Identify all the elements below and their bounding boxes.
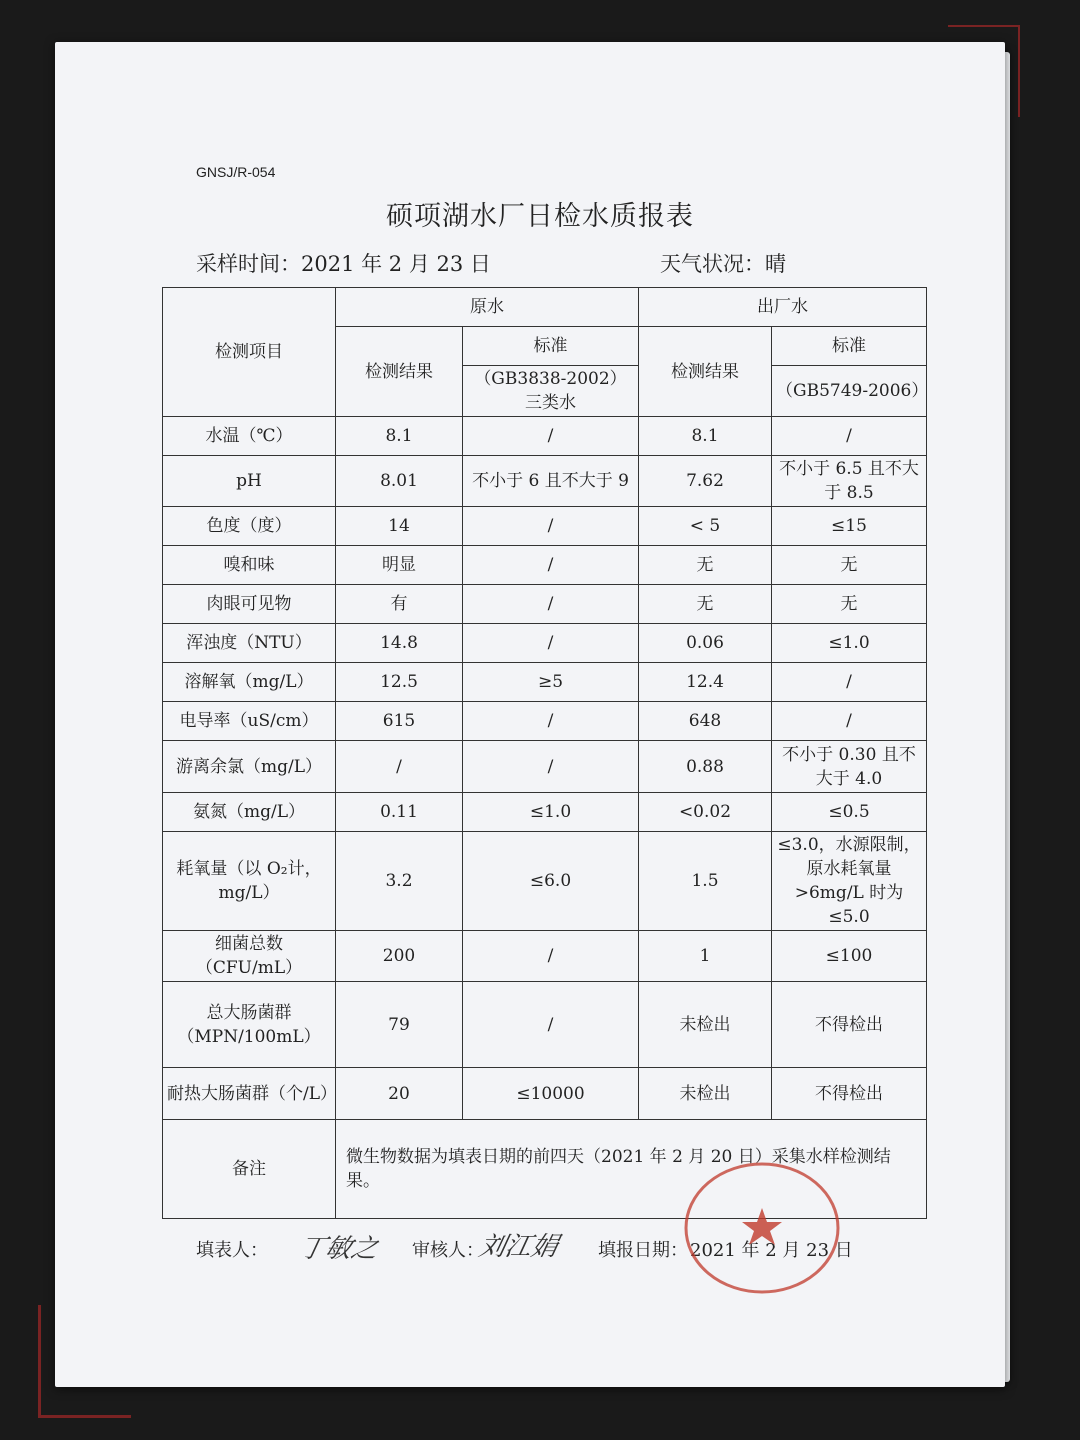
table-row [163, 417, 927, 456]
weather [660, 248, 786, 278]
cell-raw-standard: / [463, 741, 639, 793]
cell-treated-result: 无 [639, 585, 772, 624]
cell-treated-result: 0.88 [639, 741, 772, 793]
table-row [163, 456, 927, 507]
table-row [163, 832, 927, 931]
cell-item: 色度（度） [163, 507, 336, 546]
cell-treated-standard: ≤15 [772, 507, 927, 546]
cell-raw-result: 0.11 [336, 793, 463, 832]
date-label: 填报日期： [598, 1240, 688, 1261]
cell-treated-standard: / [772, 702, 927, 741]
header-item: 检测项目 [163, 288, 336, 417]
cell-treated-standard: 无 [772, 546, 927, 585]
cell-raw-result: 79 [336, 982, 463, 1068]
official-seal [682, 1160, 842, 1296]
table-row [163, 663, 927, 702]
header-treated-water: 出厂水 [639, 288, 927, 327]
cell-treated-result: 7.62 [639, 456, 772, 507]
sampling-time-value: 2021 年 2 月 23 日 [301, 252, 491, 276]
header-treated-standard: 标准 [772, 327, 927, 366]
weather-value: 晴 [765, 252, 786, 276]
filler-signature: 丁敏之 [296, 1234, 381, 1264]
table-row [163, 931, 927, 982]
cell-treated-standard: 不得检出 [772, 1068, 927, 1120]
cell-treated-result: 12.4 [639, 663, 772, 702]
water-quality-table [162, 287, 927, 1219]
cell-raw-standard: ≤1.0 [463, 793, 639, 832]
cell-treated-standard: 不小于 0.30 且不大于 4.0 [772, 741, 927, 793]
cell-treated-result: <0.02 [639, 793, 772, 832]
cell-raw-result: 3.2 [336, 832, 463, 931]
sampling-time-label: 采样时间： [196, 252, 301, 276]
header-treated-standard-ref: （GB5749-2006） [772, 366, 927, 417]
filler-label: 填表人： [196, 1240, 268, 1261]
cell-item: 细菌总数（CFU/mL） [163, 931, 336, 982]
table-row [163, 585, 927, 624]
cell-item: 嗅和味 [163, 546, 336, 585]
cell-treated-result: 未检出 [639, 982, 772, 1068]
table-row [163, 793, 927, 832]
table-row [163, 546, 927, 585]
cell-raw-result: 8.01 [336, 456, 463, 507]
cell-raw-result: 12.5 [336, 663, 463, 702]
cell-treated-result: 1.5 [639, 832, 772, 931]
header-raw-result: 检测结果 [336, 327, 463, 417]
cell-raw-result: 8.1 [336, 417, 463, 456]
cell-raw-standard: / [463, 585, 639, 624]
cell-raw-standard: / [463, 982, 639, 1068]
cell-raw-standard: ≤10000 [463, 1068, 639, 1120]
cell-item: 水温（℃） [163, 417, 336, 456]
cell-treated-result: 未检出 [639, 1068, 772, 1120]
cell-item: 耗氧量（以 O₂计，mg/L） [163, 832, 336, 931]
reviewer-signature: 刘江娟 [476, 1232, 561, 1262]
notes-label: 备注 [163, 1120, 336, 1219]
cell-raw-result: 明显 [336, 546, 463, 585]
cell-item: 肉眼可见物 [163, 585, 336, 624]
cell-treated-result: < 5 [639, 507, 772, 546]
cell-raw-standard: / [463, 624, 639, 663]
cell-raw-result: 200 [336, 931, 463, 982]
cell-treated-standard: ≤0.5 [772, 793, 927, 832]
table-row [163, 741, 927, 793]
cell-treated-standard: / [772, 663, 927, 702]
cell-treated-standard: / [772, 417, 927, 456]
cell-raw-standard: ≤6.0 [463, 832, 639, 931]
cell-item: 浑浊度（NTU） [163, 624, 336, 663]
cell-raw-standard: / [463, 546, 639, 585]
header-raw-standard: 标准 [463, 327, 639, 366]
cell-treated-result: 0.06 [639, 624, 772, 663]
cell-raw-standard: / [463, 507, 639, 546]
cell-treated-standard: ≤100 [772, 931, 927, 982]
table-row [163, 624, 927, 663]
cell-treated-standard: ≤3.0，水源限制，原水耗氧量>6mg/L 时为≤5.0 [772, 832, 927, 931]
table-row [163, 1068, 927, 1120]
cell-raw-standard: / [463, 702, 639, 741]
table-row [163, 702, 927, 741]
header-treated-result: 检测结果 [639, 327, 772, 417]
cell-raw-standard: / [463, 931, 639, 982]
notes-text: 微生物数据为填表日期的前四天（2021 年 2 月 20 日）采集水样检测结果。 [336, 1120, 927, 1219]
cell-treated-result: 1 [639, 931, 772, 982]
cell-raw-result: 14 [336, 507, 463, 546]
cell-item: pH [163, 456, 336, 507]
cell-treated-result: 8.1 [639, 417, 772, 456]
cell-treated-standard: 无 [772, 585, 927, 624]
table-row [163, 982, 927, 1068]
header-raw-standard-ref: （GB3838-2002）三类水 [463, 366, 639, 417]
sampling-time [196, 248, 491, 278]
cell-raw-result: 14.8 [336, 624, 463, 663]
cell-raw-result: 有 [336, 585, 463, 624]
cell-raw-result: 20 [336, 1068, 463, 1120]
document-code: GNSJ/R-054 [196, 164, 276, 180]
cell-item: 氨氮（mg/L） [163, 793, 336, 832]
cell-treated-standard: 不得检出 [772, 982, 927, 1068]
table-row [163, 507, 927, 546]
cell-treated-result: 648 [639, 702, 772, 741]
cell-treated-standard: 不小于 6.5 且不大于 8.5 [772, 456, 927, 507]
report-title: 硕项湖水厂日检水质报表 [386, 201, 694, 232]
cell-raw-result: / [336, 741, 463, 793]
cell-raw-standard: 不小于 6 且不大于 9 [463, 456, 639, 507]
cell-item: 耐热大肠菌群（个/L） [163, 1068, 336, 1120]
cell-raw-result: 615 [336, 702, 463, 741]
date-value: 2021 年 2 月 23 日 [690, 1240, 853, 1261]
cell-item: 溶解氧（mg/L） [163, 663, 336, 702]
cell-raw-standard: / [463, 417, 639, 456]
reviewer-label: 审核人： [412, 1240, 484, 1261]
table-body [163, 417, 927, 1120]
cell-item: 电导率（uS/cm） [163, 702, 336, 741]
cell-item: 游离余氯（mg/L） [163, 741, 336, 793]
cell-item: 总大肠菌群（MPN/100mL） [163, 982, 336, 1068]
cell-raw-standard: ≥5 [463, 663, 639, 702]
cell-treated-result: 无 [639, 546, 772, 585]
cell-treated-standard: ≤1.0 [772, 624, 927, 663]
weather-label: 天气状况： [660, 252, 765, 276]
header-raw-water: 原水 [336, 288, 639, 327]
